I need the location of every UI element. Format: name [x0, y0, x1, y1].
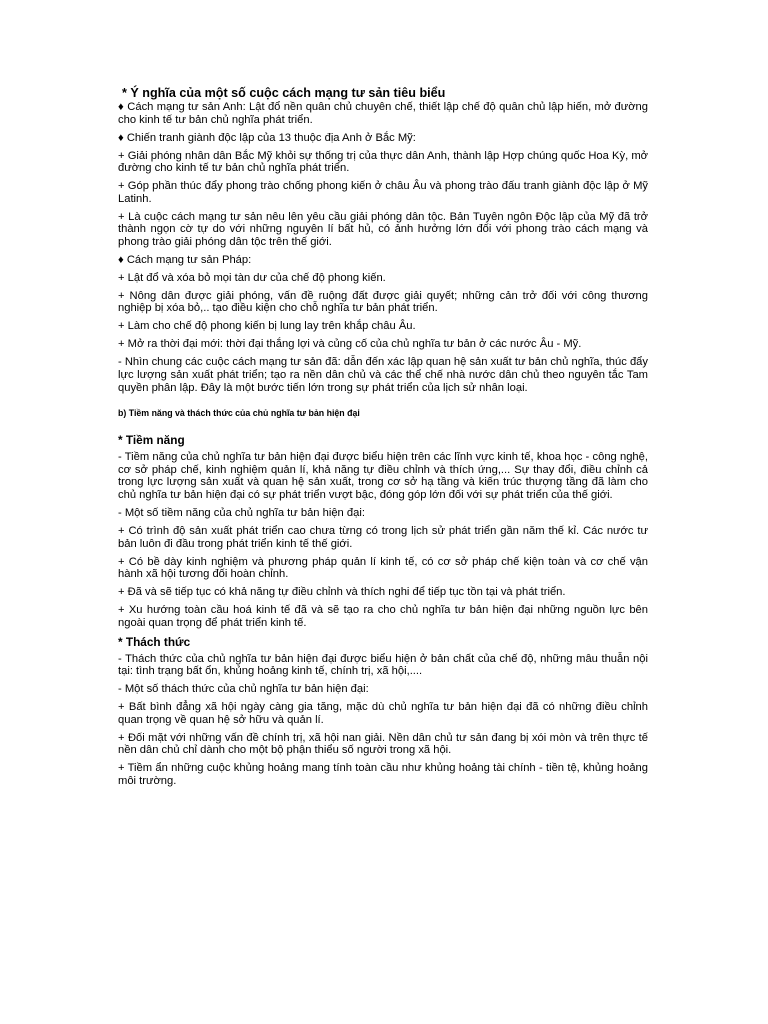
paragraph: ♦ Chiến tranh giành độc lập của 13 thuộc địa Anh ở Bắc Mỹ: [118, 131, 416, 144]
paragraph: + Nông dân được giải phóng, vấn đề ruộng đất được giải quyết; những cản trở đối với công thương nghiệp bị xóa bỏ,.. tạo điều kiện cho chỗ nghĩa tư bản phát triển. [118, 289, 648, 315]
paragraph: + Tiềm ẩn những cuộc khủng hoảng mang tính toàn cầu như khủng hoảng tài chính - tiền tệ, khủng hoảng môi trường. [118, 762, 648, 787]
paragraph: - Một số tiềm năng của chủ nghĩa tư bản hiện đại: [118, 506, 365, 519]
paragraph: + Bất bình đẳng xã hội ngày càng gia tăng, mặc dù chủ nghĩa tư bản hiện đại đã có những điều chỉnh quan trọng về quan hệ sở hữu và quản lí. [118, 701, 648, 726]
paragraph: + Có trình độ sản xuất phát triển cao chưa từng có trong lịch sử phát triển gần năm thế kỉ. Các nước tư bản luôn đi đầu trong phát triển kinh tế thế giới. [118, 524, 648, 550]
paragraph: ♦ Cách mạng tư sản Anh: Lật đổ nền quân chủ chuyên chế, thiết lập chế độ quân chủ lập hiến, mở đường cho kinh tế tư bản chủ nghĩa phát triển. [118, 101, 648, 126]
paragraph: + Đối mặt với những vấn đề chính trị, xã hội nan giải. Nền dân chủ tư sản đang bị xói mòn và trên thực tế nền dân chủ chỉ dành cho một bộ phận thiểu số người trong xã hội. [118, 731, 648, 757]
paragraph: + Xu hướng toàn cầu hoá kinh tế đã và sẽ tạo ra cho chủ nghĩa tư bản hiện đại những nguồn lực bên ngoài quan trọng để phát triển kinh tế. [118, 604, 648, 629]
section-subtitle: b) Tiềm năng và thách thức của chủ nghĩa tư bản hiện đại [118, 408, 360, 419]
paragraph: - Tiềm năng của chủ nghĩa tư bản hiện đại được biểu hiện trên các lĩnh vực kinh tế, khoa học - công nghệ, cơ sở pháp chế, kinh nghiệm quản lí, khả năng tự điều chỉnh và thích ứng,... Sự thay đổi, điều chỉnh cả trong lực lượng sản xuất và quan hệ sản xuất, trong cơ sở hạ tầng và kiến trúc thượng tầng đã làm cho chủ nghĩa tư bản hiện đại có sự phát triển vượt bậc, đóng góp lớn đối với sự phát triển của thế giới. [118, 451, 648, 501]
paragraph: + Là cuộc cách mạng tư sản nêu lên yêu cầu giải phóng dân tộc. Bản Tuyên ngôn Độc lập của Mỹ đã trở thành ngọn cờ tự do với những nguyên lí bất hủ, có ảnh hưởng lớn đối với phong trào cách mạng và phong trào giải phóng dân tộc trên thế giới. [118, 210, 648, 248]
paragraph: + Có bề dày kinh nghiệm và phương pháp quản lí kinh tế, có cơ sở pháp chế kiện toàn và cơ chế vận hành xã hội tương đối hoàn chỉnh. [118, 555, 648, 581]
paragraph: + Góp phần thúc đẩy phong trào chống phong kiến ở châu Âu và phong trào đấu tranh giành độc lập ở Mỹ Latinh. [118, 180, 648, 205]
paragraph: + Làm cho chế độ phong kiến bị lung lay trên khắp châu Âu. [118, 320, 416, 333]
paragraph: + Mở ra thời đại mới: thời đại thắng lợi và củng cố của chủ nghĩa tư bản ở các nước Âu - Mỹ. [118, 338, 582, 351]
section-heading-challenges: * Thách thức [118, 634, 191, 649]
paragraph: + Giải phóng nhân dân Bắc Mỹ khỏi sự thống trị của thực dân Anh, thành lập Hợp chúng quốc Hoa Kỳ, mở đường cho kinh tế tư bản chủ nghĩa phát triển. [118, 149, 648, 175]
paragraph: ♦ Cách mạng tư sản Pháp: [118, 253, 252, 266]
section-heading-potential: * Tiềm năng [118, 433, 185, 448]
paragraph: - Nhìn chung các cuộc cách mạng tư sản đã: dẫn đến xác lập quan hệ sản xuất tư bản chủ nghĩa, thúc đẩy lực lượng sản xuất phát triển; tạo ra nền dân chủ và các thể chế nhà nước dân chủ theo nguyên tắc Tam quyền phân lập. Đây là một bước tiến lớn trong sự phát triển của lịch sử nhân loại. [118, 356, 648, 394]
document-title: * Ý nghĩa của một số cuộc cách mạng tư sản tiêu biểu [122, 86, 446, 100]
paragraph: - Một số thách thức của chủ nghĩa tư bản hiện đại: [118, 683, 369, 696]
paragraph: + Lật đổ và xóa bỏ mọi tàn dư của chế độ phong kiến. [118, 271, 386, 284]
document-page [118, 86, 648, 793]
paragraph: - Thách thức của chủ nghĩa tư bản hiện đại được biểu hiện ở bản chất của chế độ, những mâu thuẫn nội tại: tình trạng bất ổn, khủng hoảng kinh tế, chính trị, xã hội,.... [118, 652, 648, 678]
paragraph: + Đã và sẽ tiếp tục có khả năng tự điều chỉnh và thích nghi để tiếp tục tồn tại và phát triển. [118, 586, 566, 599]
